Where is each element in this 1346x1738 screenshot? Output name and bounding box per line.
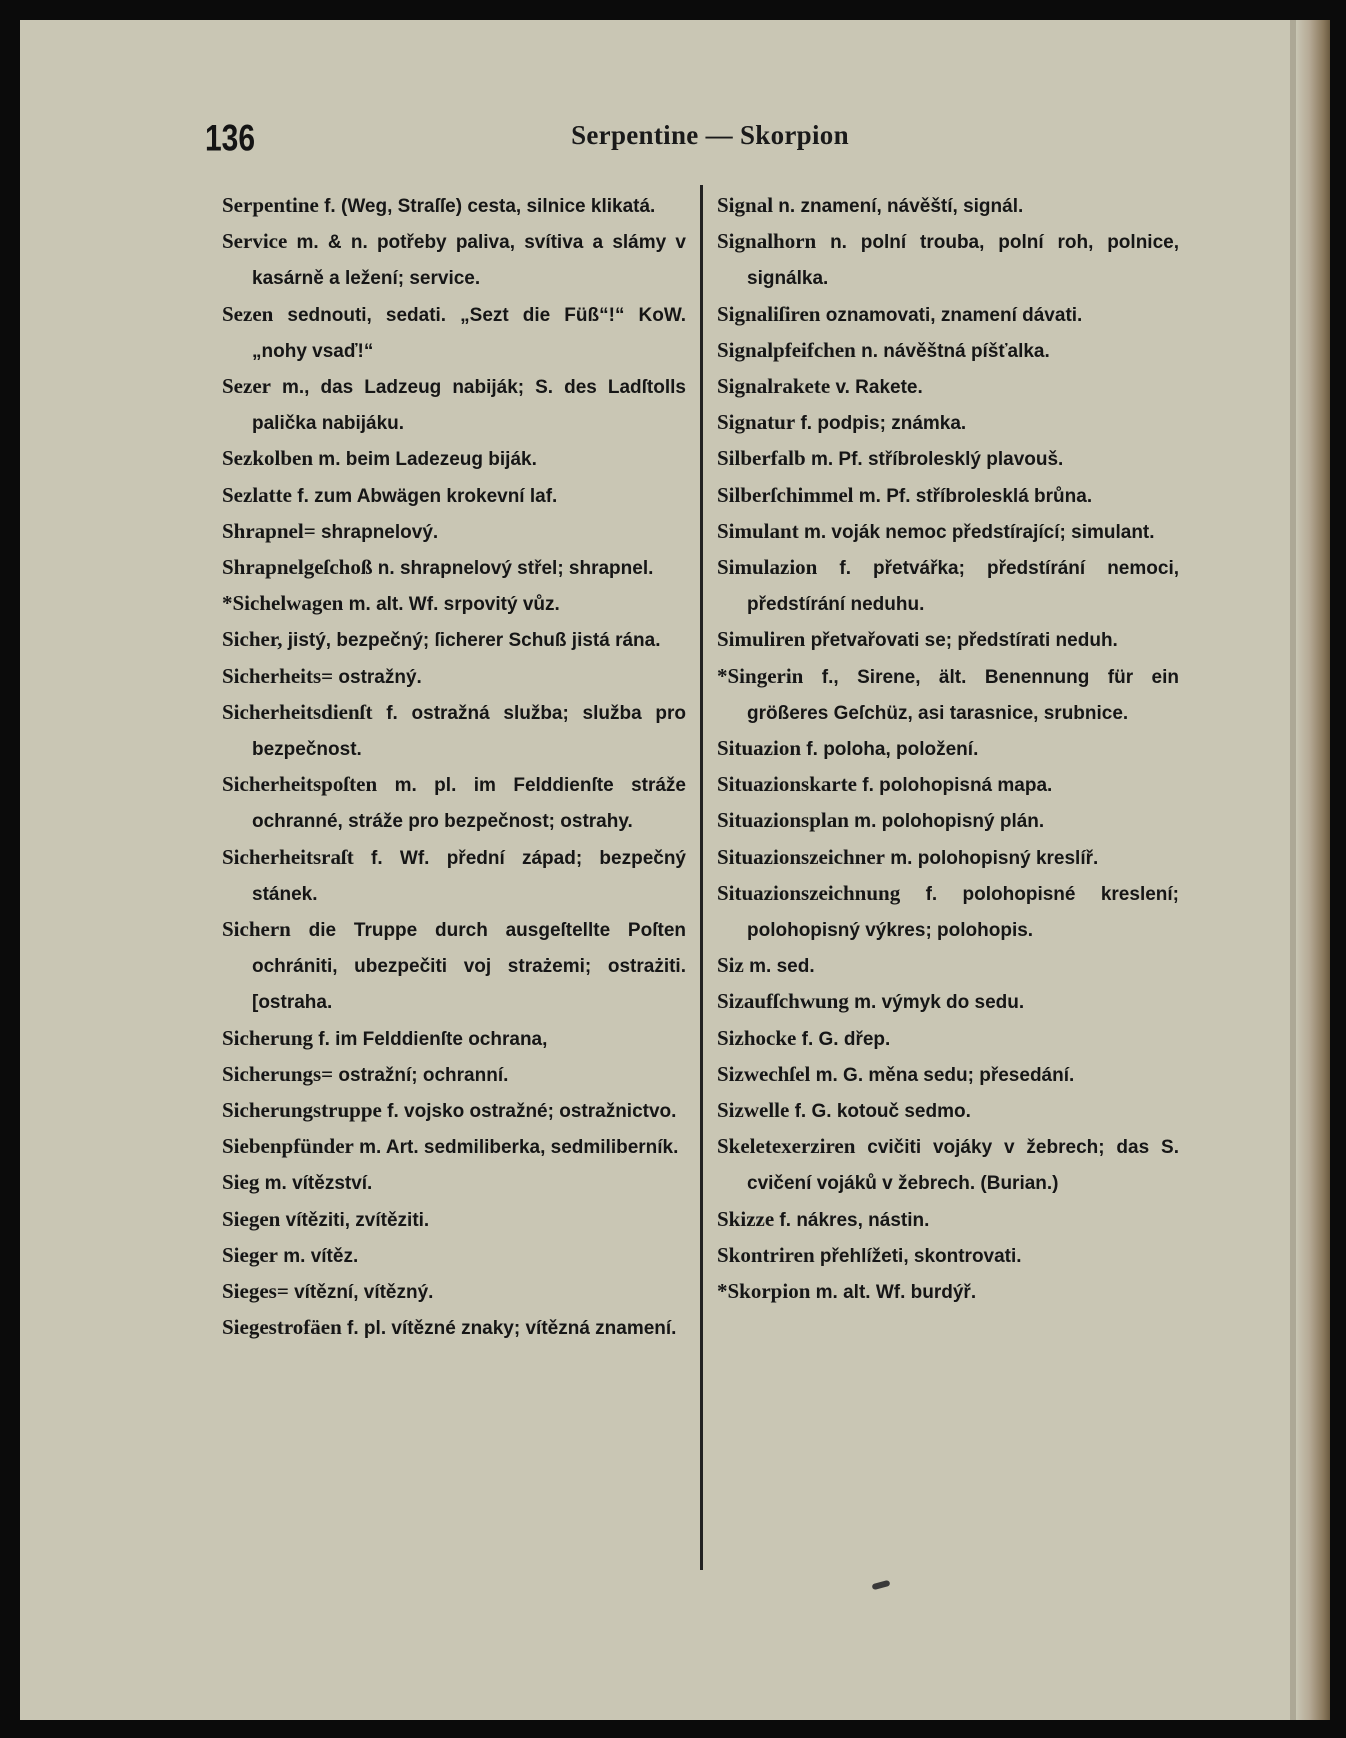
headword: Sizhocke <box>717 1025 797 1050</box>
definition: f. poloha, položení. <box>801 739 979 761</box>
dictionary-entry <box>717 659 1179 731</box>
definition: f. pl. vítězné znaky; vítězná znamení. <box>341 1318 677 1340</box>
definition: vítězní, vítězný. <box>288 1282 434 1304</box>
definition: m. Art. sedmiliberka, sedmiliberník. <box>353 1137 679 1159</box>
definition: m. výmyk do sedu. <box>848 992 1025 1014</box>
dictionary-entry <box>222 224 686 296</box>
dictionary-entry <box>717 441 1179 477</box>
dictionary-entry <box>222 1274 686 1310</box>
headword: Signatur <box>717 410 796 435</box>
dictionary-entry <box>717 369 1179 405</box>
headword: Simulazion <box>717 555 818 580</box>
definition: ostražní; ochranní. <box>333 1064 509 1086</box>
definition: oznamovati, znamení dávati. <box>820 304 1083 326</box>
page-edge <box>1296 20 1330 1720</box>
definition: m. vítěz. <box>277 1245 359 1267</box>
headword: Sicherheits= <box>222 663 334 688</box>
dictionary-entry <box>717 514 1179 550</box>
definition: m. pl. im Felddienſte stráže ochranné, stráže pro bezpečnost; ostrahy. <box>252 775 686 833</box>
definition: m., das Ladzeug nabiják; S. des Ladſtolls palička nabijáku. <box>252 377 686 435</box>
dictionary-entry <box>717 1093 1179 1129</box>
dictionary-entry <box>222 1129 686 1165</box>
definition: f. G. dřep. <box>796 1028 891 1050</box>
dictionary-entry <box>222 622 686 658</box>
definition: m. G. měna sedu; přesedání. <box>810 1064 1075 1086</box>
left-column <box>222 188 686 1347</box>
definition: m. sed. <box>743 956 815 978</box>
dictionary-entry <box>717 333 1179 369</box>
definition: v. Rakete. <box>830 377 923 399</box>
headword: Sicherung <box>222 1025 314 1050</box>
definition: ostražný. <box>333 666 422 688</box>
definition: f. (Weg, Straſſe) cesta, silnice klikatá. <box>318 196 656 217</box>
dictionary-entry <box>222 1202 686 1238</box>
headword: Siegestrofäen <box>222 1315 342 1340</box>
headword: Sizwelle <box>717 1098 790 1123</box>
definition: přehlížeti, skontrovati. <box>814 1245 1022 1267</box>
definition: f. im Felddienſte ochrana, <box>313 1028 548 1050</box>
headword: *Singerin <box>717 663 804 688</box>
dictionary-entry <box>222 659 686 695</box>
dictionary-entry <box>222 586 686 622</box>
definition: jistý, bezpečný; ſicherer Schuß jistá rána. <box>282 630 661 652</box>
dictionary-entry <box>717 405 1179 441</box>
dictionary-entry <box>717 297 1179 333</box>
right-column <box>717 188 1179 1310</box>
dictionary-entry <box>717 948 1179 984</box>
dictionary-entry <box>222 1057 686 1093</box>
definition: f. ostražná služba; služba pro bezpečnost. <box>252 702 686 761</box>
dictionary-entry <box>717 1274 1179 1310</box>
headword: Serpentine <box>222 193 319 217</box>
definition: sednouti, sedati. „Sezt die Füß“!“ KoW. „nohy vsaď!“ <box>252 304 686 362</box>
headword: Sicherungs= <box>222 1061 334 1086</box>
dictionary-entry <box>222 767 686 839</box>
dictionary-entry <box>222 1238 686 1274</box>
headword: Signalrakete <box>717 374 831 399</box>
headword: Sezlatte <box>222 482 292 507</box>
dictionary-entry <box>222 188 686 224</box>
headword: Silberſchimmel <box>717 482 854 507</box>
page-number: 136 <box>205 118 256 160</box>
headword: Sieg <box>222 1170 260 1195</box>
headword: Situazionskarte <box>717 772 858 797</box>
definition: n. shrapnelový střel; shrapnel. <box>372 558 654 580</box>
dictionary-entry <box>717 1057 1179 1093</box>
definition: f., Sirene, ält. Benennung für ein größeres Geſchüz, asi tarasnice, srubnice. <box>747 666 1179 724</box>
definition: f. polohopisná mapa. <box>857 775 1053 797</box>
headword: *Skorpion <box>717 1279 811 1304</box>
headword: Shrapnel= <box>222 518 316 543</box>
running-head: Serpentine — Skorpion <box>571 120 849 150</box>
definition: f. podpis; známka. <box>795 413 967 435</box>
dictionary-entry <box>717 1238 1179 1274</box>
definition: m. alt. Wf. burdýř. <box>810 1282 977 1304</box>
headword: Signalhorn <box>717 229 817 254</box>
dictionary-entry <box>717 550 1179 622</box>
definition: m. & n. potřeby paliva, svítiva a slámy v kasárně a ležení; service. <box>252 232 686 290</box>
headword: *Sichelwagen <box>222 591 344 616</box>
headword: Sicherheitsraſt <box>222 844 354 869</box>
headword: Sizaufſchwung <box>717 989 849 1014</box>
dictionary-entry <box>222 297 686 369</box>
headword: Siegen <box>222 1206 281 1231</box>
headword: Sicherungstruppe <box>222 1098 382 1123</box>
headword: Situazion <box>717 736 802 761</box>
headword: Sezkolben <box>222 446 314 471</box>
dictionary-entry <box>717 984 1179 1020</box>
headword: Sicherheitsdienſt <box>222 699 373 724</box>
headword: Simuliren <box>717 627 806 652</box>
dictionary-entry <box>717 767 1179 803</box>
definition: m. vítězství. <box>259 1173 373 1195</box>
definition: f. vojsko ostražné; ostražnictvo. <box>381 1101 677 1123</box>
headword: Situazionszeichnung <box>717 880 901 905</box>
headword: Siz <box>717 953 744 978</box>
dictionary-entry <box>222 1165 686 1201</box>
definition: m. polohopisný kreslíř. <box>885 847 1099 869</box>
headword: Situazionszeichner <box>717 844 885 869</box>
dictionary-entry <box>717 478 1179 514</box>
definition: n. návěštná píšťalka. <box>855 340 1050 362</box>
headword: Sizwechſel <box>717 1061 811 1086</box>
headword: Signaliſiren <box>717 301 821 326</box>
dictionary-entry <box>222 1021 686 1057</box>
dictionary-entry <box>717 1202 1179 1238</box>
definition: m. Pf. stříbrolesklá brůna. <box>853 485 1093 507</box>
dictionary-entry <box>717 188 1179 224</box>
definition: f. Wf. přední západ; bezpečný stánek. <box>252 847 686 905</box>
definition: f. zum Abwägen krokevní laf. <box>291 485 558 507</box>
dictionary-entry <box>717 731 1179 767</box>
headword: Skontriren <box>717 1242 815 1267</box>
dictionary-entry <box>222 550 686 586</box>
definition: die Truppe durch ausgeſtellte Poſten ochrániti, ubezpečiti voj strażemi; ostrażiti. [ostraha. <box>252 920 686 1014</box>
dictionary-entry <box>222 514 686 550</box>
page-header <box>205 110 1215 160</box>
headword: Skizze <box>717 1206 775 1231</box>
headword: Sicher, <box>222 627 283 652</box>
definition: n. znamení, návěští, signál. <box>773 196 1024 217</box>
dictionary-entry <box>717 876 1179 948</box>
definition: f. polohopisné kreslení; polohopisný výkres; polohopis. <box>747 883 1179 942</box>
dictionary-entry <box>222 840 686 912</box>
headword: Skeletexerziren <box>717 1134 856 1159</box>
definition: vítěziti, zvítěziti. <box>280 1209 430 1231</box>
headword: Siebenpfünder <box>222 1134 354 1159</box>
headword: Shrapnelgeſchoß <box>222 555 373 580</box>
headword: Simulant <box>717 518 799 543</box>
headword: Sichern <box>222 917 291 942</box>
dictionary-entry <box>222 1310 686 1346</box>
dictionary-entry <box>717 224 1179 296</box>
dictionary-entry <box>222 695 686 767</box>
headword: Sieges= <box>222 1279 289 1304</box>
headword: Sicherheitspoſten <box>222 772 378 797</box>
headword: Sieger <box>222 1242 278 1267</box>
headword: Sezer <box>222 374 271 399</box>
definition: m. Pf. stříbrolesklý plavouš. <box>805 449 1064 471</box>
headword: Silberfalb <box>717 446 806 471</box>
dictionary-entry <box>717 1129 1179 1201</box>
definition: shrapnelový. <box>315 521 439 543</box>
headword: Service <box>222 229 288 254</box>
dictionary-entry <box>717 803 1179 839</box>
dictionary-entry <box>717 1021 1179 1057</box>
definition: f. nákres, nástin. <box>774 1209 930 1231</box>
definition: přetvařovati se; předstírati neduh. <box>805 630 1118 652</box>
headword: Sezen <box>222 301 274 326</box>
dictionary-entry <box>222 369 686 441</box>
definition: m. alt. Wf. srpovitý vůz. <box>343 594 560 616</box>
dictionary-entry <box>222 478 686 514</box>
definition: m. voják nemoc předstírající; simulant. <box>798 521 1155 543</box>
definition: m. polohopisný plán. <box>848 811 1045 833</box>
definition: cvičiti vojáky v žebrech; das S. cvičení vojáků v žebrech. (Burian.) <box>747 1137 1179 1195</box>
dictionary-entry <box>717 840 1179 876</box>
dictionary-entry <box>222 1093 686 1129</box>
headword: Signalpfeifchen <box>717 337 856 362</box>
definition: f. přetvářka; předstírání nemoci, předstírání neduhu. <box>747 558 1179 616</box>
headword: Signal <box>717 193 774 217</box>
dictionary-entry <box>717 622 1179 658</box>
definition: f. G. kotouč sedmo. <box>789 1101 971 1123</box>
dictionary-entry <box>222 441 686 477</box>
definition: n. polní trouba, polní roh, polnice, signálka. <box>747 232 1179 290</box>
headword: Situazionsplan <box>717 808 849 833</box>
column-divider <box>700 185 703 1570</box>
dictionary-entry <box>222 912 686 1021</box>
definition: m. beim Ladezeug biják. <box>313 449 537 471</box>
